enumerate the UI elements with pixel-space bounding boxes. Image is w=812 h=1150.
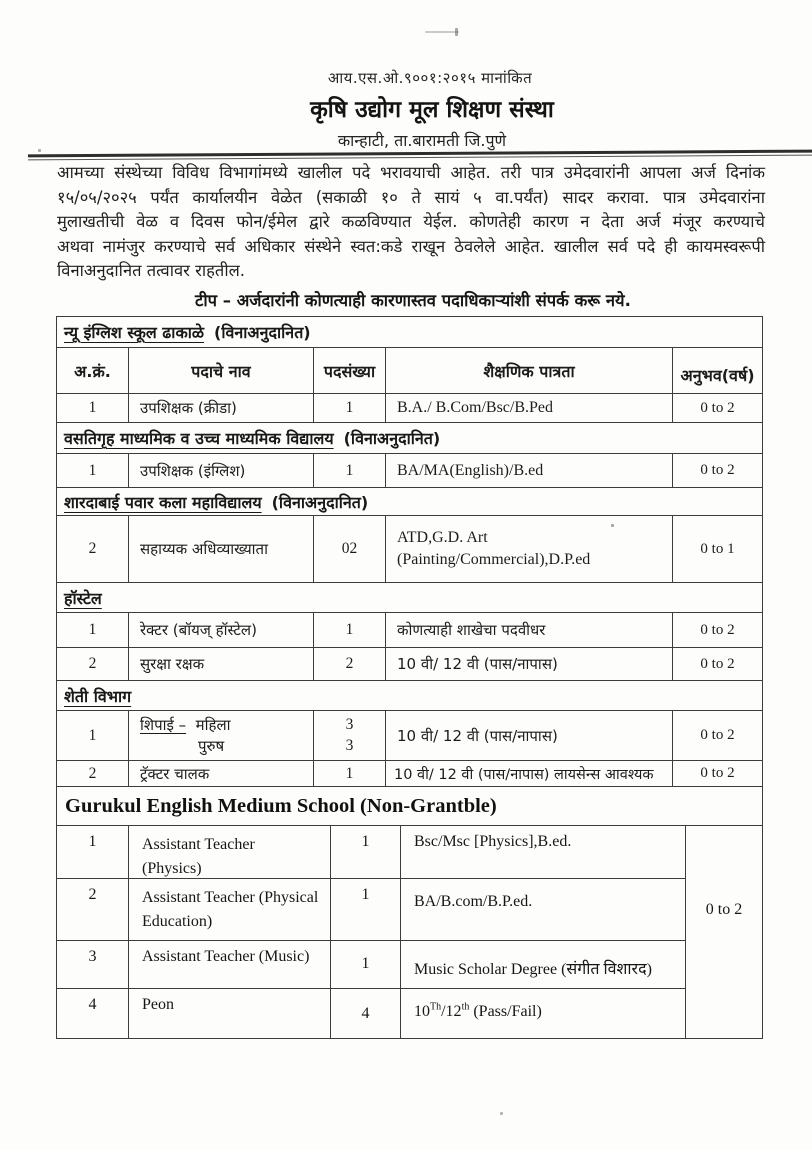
cell-qualification: 10 वी/ 12 वी (पास/नापास) लायसेन्स आवश्यक	[385, 761, 672, 786]
section-band-sharadabai-pawar	[57, 487, 762, 515]
section-band-new-english-school	[57, 317, 762, 347]
cell-count: 1	[330, 826, 400, 878]
cell-experience: 0 to 2	[672, 394, 762, 422]
letterhead	[0, 68, 812, 151]
section-band-hostel	[57, 582, 762, 612]
post-line: Education)	[142, 913, 213, 930]
post-line: Assistant Teacher	[142, 836, 255, 853]
count-line: 3	[345, 715, 354, 733]
scan-speck	[500, 1112, 503, 1115]
organization-address: कान्हाटी, ता.बारामती जि.पुणे	[337, 131, 507, 150]
cell-post	[128, 878, 330, 940]
cell-post: रेक्टर (बॉयज् हॉस्टेल)	[128, 613, 313, 647]
cell-post: उपशिक्षक (इंग्लिश)	[128, 454, 313, 487]
table-header-row	[57, 347, 762, 393]
cell-qualification: 10 वी/ 12 वी (पास/नापास)	[385, 711, 672, 760]
intro-line: विनाअनुदानित तत्वावर राहतील.	[57, 261, 246, 280]
section-suffix: (विनाअनुदानित)	[271, 492, 369, 512]
gurukul-subtable	[57, 825, 762, 1038]
cell-post	[128, 711, 313, 760]
cell-post: सुरक्षा रक्षक	[128, 648, 313, 680]
section-band-vasatigruha	[57, 422, 762, 453]
cell-qualification: कोणत्याही शाखेचा पदवीधर	[385, 613, 672, 647]
cell-count: 1	[313, 454, 385, 487]
qualification-line: ATD,G.D. Art	[397, 529, 488, 547]
cell-qualification	[400, 988, 685, 1038]
cell-sr: 1	[88, 833, 97, 850]
cell-sr: 2	[57, 878, 128, 940]
cell-qualification: B.A./ B.Com/Bsc/B.Ped	[385, 394, 672, 422]
header-cell-experience: अनुभव(वर्ष)	[672, 348, 762, 393]
merged-experience-cell: 0 to 2	[685, 826, 762, 1038]
intro-line: मुलाखतीची वेळ व दिवस फोन/ईमेल द्वारे कळविण्यात येईल. कोणतेही कारण न देता अर्ज मंजूर करण्याचे	[57, 212, 765, 231]
cell-sr: 1	[88, 621, 97, 638]
table-row	[57, 393, 762, 422]
cell-experience: 0 to 2	[672, 454, 762, 487]
table-row	[57, 515, 762, 582]
cell-sr: 2	[88, 540, 97, 557]
table-row	[57, 612, 762, 647]
cell-count: 1	[313, 761, 385, 786]
cell-qualification: 10 वी/ 12 वी (पास/नापास)	[385, 648, 672, 680]
table-row	[57, 710, 762, 760]
cell-count: 2	[313, 648, 385, 680]
table-row	[57, 453, 762, 487]
cell-count: 02	[313, 516, 385, 582]
post-line: Assistant Teacher (Physical	[142, 889, 319, 906]
cell-post: उपशिक्षक (क्रीडा)	[128, 394, 313, 422]
qual-part: (Pass/Fail)	[469, 1003, 542, 1020]
cell-experience: 0 to 1	[672, 516, 762, 582]
cell-post	[128, 826, 330, 878]
cell-count: 1	[330, 878, 400, 940]
table-row	[57, 760, 762, 786]
post-label: शिपाई –	[140, 716, 187, 735]
cell-experience: 0 to 2	[672, 648, 762, 680]
intro-line: १५/०५/२०२५ पर्यंत कार्यालयीन वेळेत (सकाळी १० ते सायं ५ वा.पर्यंत) सादर करावा. पात्र उमेदवारांना	[57, 187, 765, 207]
cell-count	[313, 711, 385, 760]
cell-count: 1	[313, 613, 385, 647]
section-title: वसतिगृह माध्यमिक व उच्च माध्यमिक विद्यालय	[64, 429, 334, 448]
intro-paragraph	[57, 161, 765, 284]
cell-sr: 1	[88, 399, 97, 416]
qual-sup: Th	[430, 1001, 442, 1013]
intro-line: अथवा नामंजुर करण्याचे सर्व अधिकार संस्थेने स्वत:कडे राखून ठेवलेले आहेत. खालील सर्व पदे ही कायमस्वरूपी	[57, 236, 765, 256]
cell-post: सहाय्यक अधिव्याख्याता	[128, 516, 313, 582]
recruitment-table	[56, 316, 763, 1039]
table-row	[57, 647, 762, 680]
cell-experience: 0 to 2	[672, 711, 762, 760]
post-line: पुरुष	[198, 736, 225, 755]
header-cell-post: पदाचे नाव	[128, 348, 313, 393]
section-title: न्यू इंग्लिश स्कूल ढाकाळे	[64, 323, 205, 342]
cell-sr: 2	[88, 655, 97, 672]
cell-qualification: BA/B.com/B.P.ed.	[400, 878, 685, 940]
intro-line: आमच्या संस्थेच्या विविध विभागांमध्ये खालील पदे भरावयाची आहेत. तरी पात्र उमेदवारांनी आपला अर्ज दिनांक	[57, 163, 765, 182]
scan-smudge	[425, 31, 459, 33]
header-cell-count: पदसंख्या	[313, 348, 385, 393]
header-cell-qualification: शैक्षणिक पात्रता	[385, 348, 672, 393]
section-suffix: (विनाअनुदानित)	[214, 323, 311, 342]
cell-post: Peon	[128, 988, 330, 1038]
cell-sr: 1	[88, 461, 97, 479]
cell-sr: 4	[57, 988, 128, 1038]
count-line: 3	[345, 736, 354, 754]
cell-count: 4	[330, 988, 400, 1038]
section-title: शेती विभाग	[64, 686, 132, 706]
section-band-sheti-vibhag	[57, 680, 762, 710]
post-line	[140, 715, 231, 735]
post-subline: महिला	[195, 716, 231, 735]
cell-qualification	[385, 516, 672, 582]
cell-experience: 0 to 2	[672, 613, 762, 647]
cell-sr: 2	[88, 764, 97, 782]
cell-qualification: Music Scholar Degree (संगीत विशारद)	[400, 940, 685, 988]
post-line: (Physics)	[142, 860, 202, 877]
scan-smudge	[455, 28, 458, 36]
section-suffix: (विनाअनुदानित)	[343, 429, 441, 448]
qualification-line: (Painting/Commercial),D.P.ed	[397, 551, 591, 568]
section-title: Gurukul English Medium School (Non-Grantble)	[65, 794, 497, 817]
qual-part: /12	[441, 1003, 462, 1020]
section-band-gurukul	[57, 786, 762, 825]
cell-post: ट्रॅक्टर चालक	[128, 761, 313, 786]
cell-count: 1	[330, 940, 400, 988]
qualification-text	[414, 1003, 542, 1021]
cell-sr: 3	[57, 940, 128, 988]
cell-experience: 0 to 2	[672, 761, 762, 786]
header-cell-sr: अ.क्रं.	[74, 361, 111, 381]
qual-sup: th	[461, 1001, 470, 1013]
iso-certification-line: आय.एस.ओ.९००१:२०१५ मानांकित	[327, 69, 533, 87]
note-line: टीप – अर्जदारांनी कोणत्याही कारणास्तव पदाधिकाऱ्यांशी संपर्क करू नये.	[195, 291, 631, 310]
cell-qualification: BA/MA(English)/B.ed	[385, 454, 672, 487]
section-title: शारदाबाई पवार कला महाविद्यालय	[64, 492, 262, 512]
section-title: हॉस्टेल	[64, 588, 102, 608]
organization-name: कृषि उद्योग मूल शिक्षण संस्था	[310, 97, 554, 123]
cell-sr: 1	[88, 726, 97, 744]
qual-part: 10	[414, 1003, 430, 1020]
cell-post: Assistant Teacher (Music)	[128, 940, 330, 988]
cell-qualification: Bsc/Msc [Physics],B.ed.	[400, 826, 685, 878]
cell-count: 1	[313, 394, 385, 422]
